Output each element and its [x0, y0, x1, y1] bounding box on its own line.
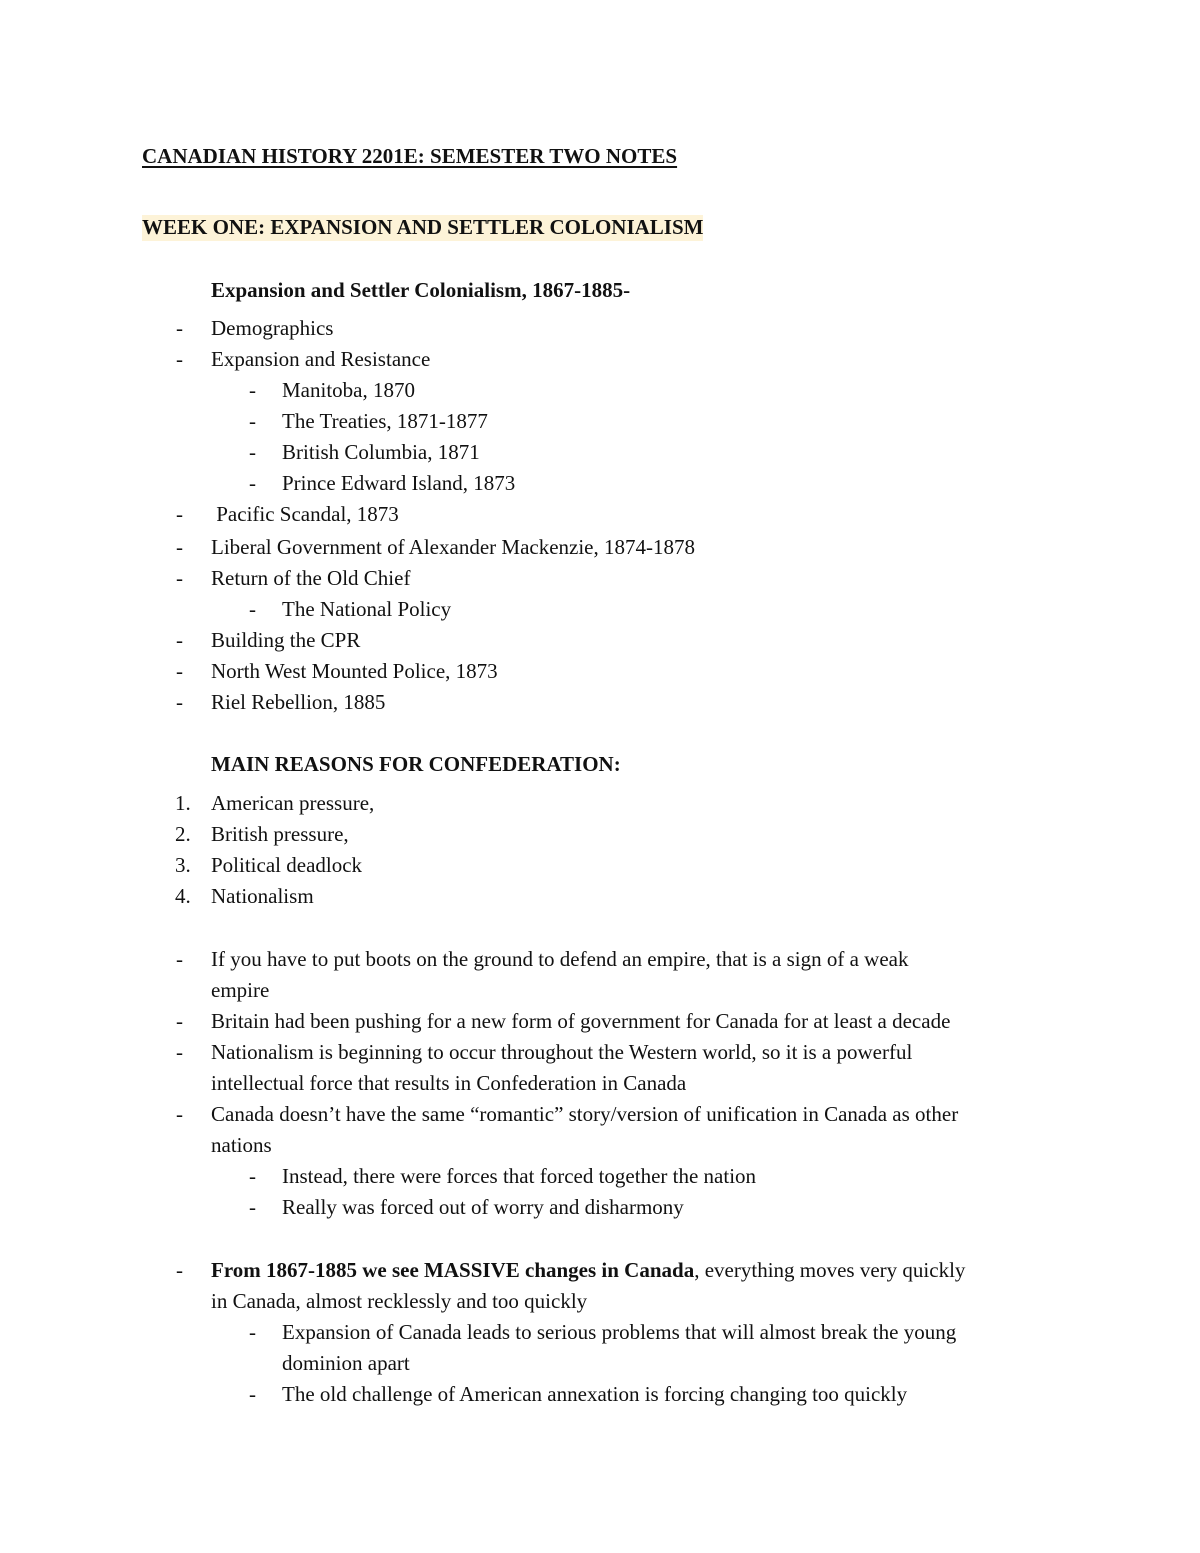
emphasis-text: From 1867-1885 we see MASSIVE changes in Canada	[211, 1258, 695, 1282]
section-heading: Expansion and Settler Colonialism, 1867-1885-	[211, 278, 631, 302]
document-title: CANADIAN HISTORY 2201E: SEMESTER TWO NOTES	[142, 144, 678, 168]
week-heading: WEEK ONE: EXPANSION AND SETTLER COLONIALISM	[142, 215, 704, 239]
reasons-heading: MAIN REASONS FOR CONFEDERATION:	[211, 752, 621, 776]
document-page: CANADIAN HISTORY 2201E: SEMESTER TWO NOTES WEEK ONE: EXPANSION AND SETTLER COLONIALISM Expansion and Settler Colonialism, 1867-1885- - Demographics - Expansion and Resistance - Manitoba, 1870 - The Treaties, 1871-1877 - British Columbia, 1871 - Prince Edward Island, 1873 - Pacific Scandal, 1873 - Liberal Government of Alexander Mackenzie, 1874-1878 - Return of the Old Chief - The National Policy - Building the CPR - North West Mounted Police, 1873 - Riel Rebellion, 1885 MAIN REASONS FOR CONFEDERATION: 1. American pressure, 2. British pressure, 3. Political deadlock 4. Nationalism - If you have to put boots on the ground to defend an empire, that is a sign of a weak empire - Britain had been pushing for a new form of government for Canada for at least a decade - Nationalism is beginning to occur throughout the Western world, so it is a powerful intellectual force that results in Confederation in Canada - Canada doesn’t have the same “romantic” story/version of unification in Canada as other nations - Instead, there were forces that forced together the nation - Really was forced out of worry and disharmony - From 1867-1885 we see MASSIVE changes in Canada, everything moves very quickly in Canada, almost recklessly and too quickly - Expansion of Canada leads to serious problems that will almost break the young dominion apart - The old challenge of American annexation is forcing changing too quickly	[142, 144, 966, 1406]
